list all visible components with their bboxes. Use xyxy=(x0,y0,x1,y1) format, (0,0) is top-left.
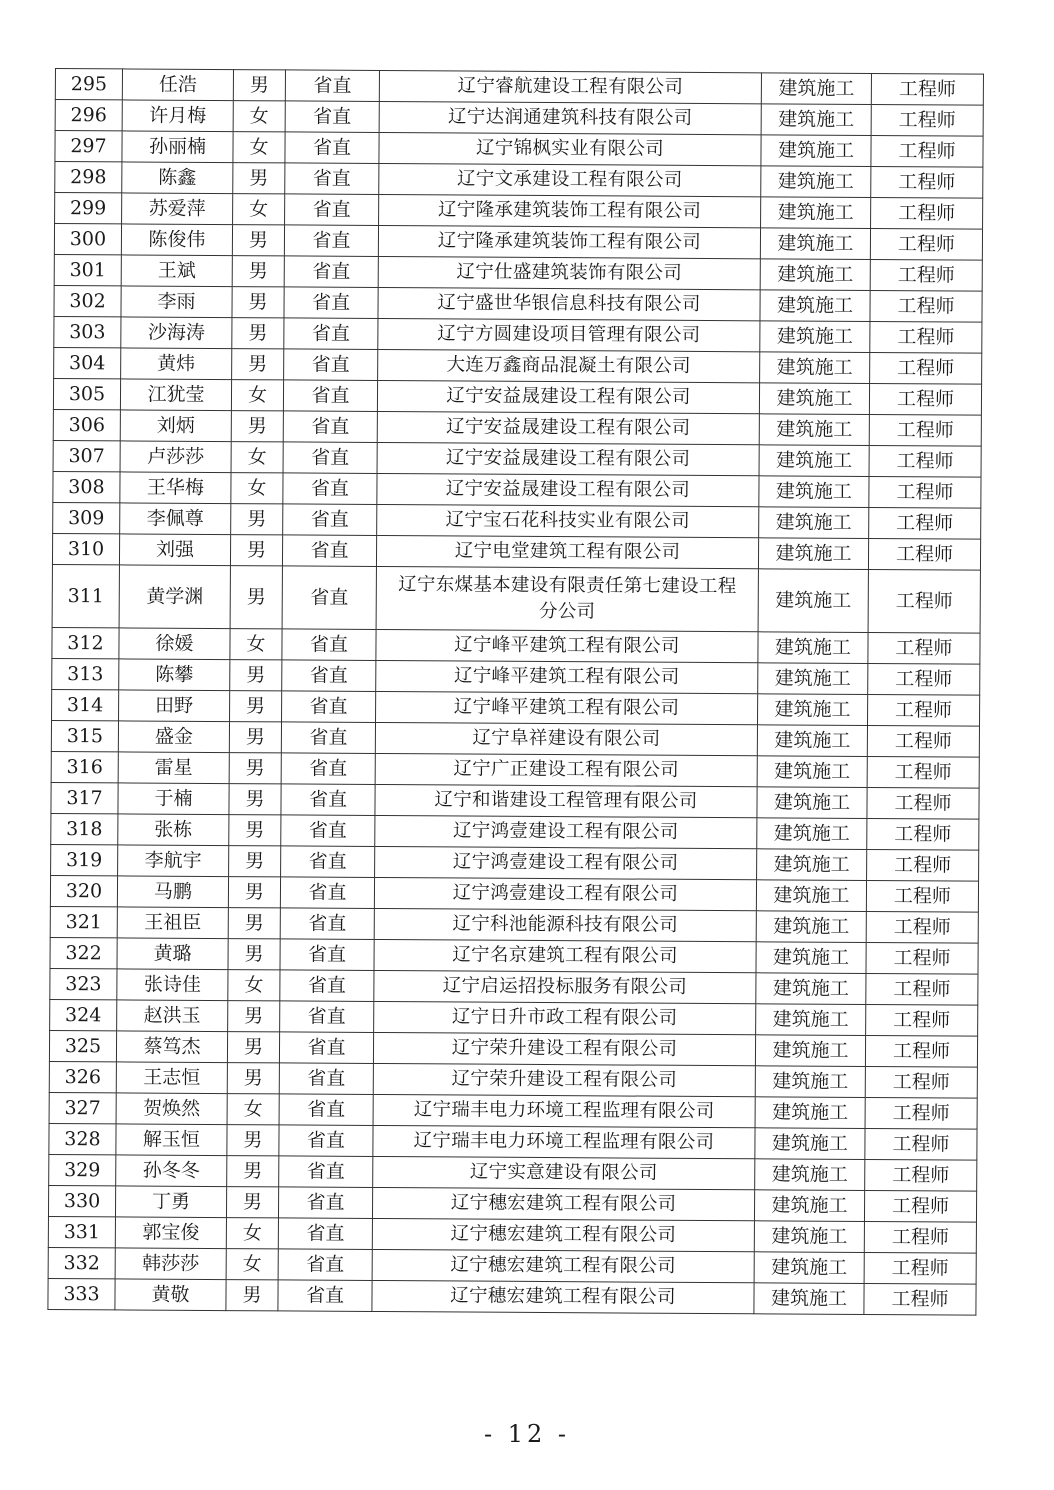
company-cell: 辽宁宝石花科技实业有限公司 xyxy=(377,504,759,537)
job-title-cell: 工程师 xyxy=(865,1035,977,1067)
row-number-cell: 329 xyxy=(49,1154,116,1185)
row-number-cell: 308 xyxy=(53,471,120,502)
region-cell: 省直 xyxy=(283,380,377,412)
region-cell: 省直 xyxy=(279,1125,373,1157)
company-cell: 辽宁安益晟建设工程有限公司 xyxy=(377,380,759,413)
gender-cell: 男 xyxy=(233,70,285,101)
job-title-cell: 工程师 xyxy=(868,663,980,695)
specialty-cell: 建筑施工 xyxy=(761,166,871,198)
gender-cell: 男 xyxy=(229,846,281,877)
gender-cell: 女 xyxy=(226,1249,278,1280)
specialty-cell: 建筑施工 xyxy=(758,538,868,570)
specialty-cell: 建筑施工 xyxy=(755,1035,865,1067)
person-name-cell: 赵洪玉 xyxy=(117,1000,228,1032)
job-title-cell: 工程师 xyxy=(870,352,982,384)
region-cell: 省直 xyxy=(282,629,376,661)
company-cell: 辽宁鸿壹建设工程有限公司 xyxy=(375,846,757,879)
company-cell: 辽宁名京建筑工程有限公司 xyxy=(374,939,756,972)
person-name-cell: 于楠 xyxy=(118,783,229,815)
gender-cell: 男 xyxy=(232,318,284,349)
row-number-cell: 299 xyxy=(55,193,122,224)
job-title-cell: 工程师 xyxy=(865,1066,977,1098)
person-name-cell: 沙海涛 xyxy=(121,317,232,349)
person-name-cell: 韩莎莎 xyxy=(115,1248,226,1280)
row-number-cell: 307 xyxy=(53,440,120,471)
company-cell: 辽宁和谐建设工程管理有限公司 xyxy=(375,784,757,817)
region-cell: 省直 xyxy=(278,1249,372,1281)
region-cell: 省直 xyxy=(285,163,379,195)
row-number-cell: 310 xyxy=(52,533,119,564)
job-title-cell: 工程师 xyxy=(867,787,979,819)
person-name-cell: 陈鑫 xyxy=(122,162,233,194)
gender-cell: 男 xyxy=(230,691,282,722)
job-title-cell: 工程师 xyxy=(865,1097,977,1129)
region-cell: 省直 xyxy=(281,815,375,847)
specialty-cell: 建筑施工 xyxy=(757,818,867,850)
gender-cell: 女 xyxy=(226,1218,278,1249)
job-title-cell: 工程师 xyxy=(864,1190,976,1222)
person-name-cell: 王志恒 xyxy=(116,1062,227,1094)
job-title-cell: 工程师 xyxy=(869,383,981,415)
specialty-cell: 建筑施工 xyxy=(757,849,867,881)
company-cell: 辽宁峰平建筑工程有限公司 xyxy=(376,629,758,662)
row-number-cell: 322 xyxy=(50,937,117,968)
job-title-cell: 工程师 xyxy=(871,197,983,229)
gender-cell: 男 xyxy=(233,163,285,194)
company-cell: 辽宁穗宏建筑工程有限公司 xyxy=(372,1187,754,1220)
specialty-cell: 建筑施工 xyxy=(755,1097,865,1129)
job-title-cell: 工程师 xyxy=(866,1004,978,1036)
region-cell: 省直 xyxy=(284,287,378,319)
job-title-cell: 工程师 xyxy=(867,725,979,757)
specialty-cell: 建筑施工 xyxy=(755,1159,865,1191)
specialty-cell: 建筑施工 xyxy=(758,663,868,695)
row-number-cell: 297 xyxy=(55,131,122,162)
person-name-cell: 苏爱萍 xyxy=(122,193,233,225)
person-name-cell: 刘强 xyxy=(119,534,230,566)
job-title-cell: 工程师 xyxy=(867,818,979,850)
row-number-cell: 305 xyxy=(53,378,120,409)
row-number-cell: 309 xyxy=(53,502,120,533)
person-name-cell: 王斌 xyxy=(121,255,232,287)
row-number-cell: 311 xyxy=(52,564,119,627)
company-cell: 辽宁峰平建筑工程有限公司 xyxy=(376,660,758,693)
person-name-cell: 雷星 xyxy=(118,752,229,784)
company-cell: 大连万鑫商品混凝土有限公司 xyxy=(378,349,760,382)
company-cell: 辽宁隆承建筑装饰工程有限公司 xyxy=(379,194,761,227)
company-cell: 辽宁安益晟建设工程有限公司 xyxy=(377,473,759,506)
gender-cell: 男 xyxy=(228,939,280,970)
job-title-cell: 工程师 xyxy=(870,228,982,260)
gender-cell: 男 xyxy=(226,1187,278,1218)
region-cell: 省直 xyxy=(278,1218,372,1250)
company-cell: 辽宁仕盛建筑装饰有限公司 xyxy=(378,256,760,289)
page-number: - 12 - xyxy=(483,1420,570,1448)
gender-cell: 男 xyxy=(232,225,284,256)
gender-cell: 男 xyxy=(227,1032,279,1063)
gender-cell: 男 xyxy=(227,1063,279,1094)
person-name-cell: 贺焕然 xyxy=(116,1093,227,1125)
company-cell: 辽宁瑞丰电力环境工程监理有限公司 xyxy=(373,1094,755,1127)
job-title-cell: 工程师 xyxy=(871,104,983,136)
company-cell: 辽宁阜祥建设有限公司 xyxy=(375,722,757,755)
region-cell: 省直 xyxy=(282,660,376,692)
region-cell: 省直 xyxy=(281,846,375,878)
region-cell: 省直 xyxy=(279,1094,373,1126)
company-cell: 辽宁睿航建设工程有限公司 xyxy=(379,70,761,103)
specialty-cell: 建筑施工 xyxy=(755,1128,865,1160)
row-number-cell: 298 xyxy=(55,162,122,193)
person-name-cell: 陈俊伟 xyxy=(121,224,232,256)
person-name-cell: 马鹏 xyxy=(117,876,228,908)
job-title-cell: 工程师 xyxy=(871,73,983,105)
person-name-cell: 陈攀 xyxy=(119,659,230,691)
row-number-cell: 333 xyxy=(48,1278,115,1309)
job-title-cell: 工程师 xyxy=(864,1283,976,1315)
region-cell: 省直 xyxy=(278,1280,372,1312)
gender-cell: 男 xyxy=(227,1125,279,1156)
region-cell: 省直 xyxy=(280,877,374,909)
person-name-cell: 盛金 xyxy=(118,721,229,753)
job-title-cell: 工程师 xyxy=(867,694,979,726)
gender-cell: 男 xyxy=(230,535,282,566)
specialty-cell: 建筑施工 xyxy=(761,197,871,229)
gender-cell: 女 xyxy=(231,380,283,411)
region-cell: 省直 xyxy=(280,970,374,1002)
region-cell: 省直 xyxy=(280,908,374,940)
row-number-cell: 321 xyxy=(50,906,117,937)
region-cell: 省直 xyxy=(285,101,379,133)
region-cell: 省直 xyxy=(283,473,377,505)
company-cell: 辽宁穗宏建筑工程有限公司 xyxy=(372,1218,754,1251)
region-cell: 省直 xyxy=(280,1001,374,1033)
row-number-cell: 300 xyxy=(54,224,121,255)
row-number-cell: 320 xyxy=(50,875,117,906)
region-cell: 省直 xyxy=(282,691,376,723)
company-cell: 辽宁安益晟建设工程有限公司 xyxy=(377,411,759,444)
row-number-cell: 317 xyxy=(51,782,118,813)
specialty-cell: 建筑施工 xyxy=(758,694,868,726)
specialty-cell: 建筑施工 xyxy=(758,632,868,664)
specialty-cell: 建筑施工 xyxy=(757,756,867,788)
job-title-cell: 工程师 xyxy=(868,569,980,633)
job-title-cell: 工程师 xyxy=(871,166,983,198)
specialty-cell: 建筑施工 xyxy=(759,383,869,415)
row-number-cell: 304 xyxy=(54,347,121,378)
company-cell: 辽宁电堂建筑工程有限公司 xyxy=(376,535,758,568)
person-name-cell: 黄学渊 xyxy=(119,565,230,629)
company-cell: 辽宁穗宏建筑工程有限公司 xyxy=(372,1280,754,1313)
job-title-cell: 工程师 xyxy=(865,1128,977,1160)
region-cell: 省直 xyxy=(284,349,378,381)
region-cell: 省直 xyxy=(283,411,377,443)
person-name-cell: 黄敬 xyxy=(115,1279,226,1311)
person-name-cell: 刘炳 xyxy=(120,410,231,442)
company-cell: 辽宁方圆建设项目管理有限公司 xyxy=(378,318,760,351)
job-title-cell: 工程师 xyxy=(864,1252,976,1284)
job-title-cell: 工程师 xyxy=(867,756,979,788)
person-name-cell: 任浩 xyxy=(122,69,233,101)
company-cell: 辽宁科池能源科技有限公司 xyxy=(374,908,756,941)
job-title-cell: 工程师 xyxy=(867,849,979,881)
job-title-cell: 工程师 xyxy=(869,507,981,539)
specialty-cell: 建筑施工 xyxy=(759,445,869,477)
gender-cell: 男 xyxy=(231,504,283,535)
specialty-cell: 建筑施工 xyxy=(754,1221,864,1253)
specialty-cell: 建筑施工 xyxy=(757,787,867,819)
company-cell: 辽宁鸿壹建设工程有限公司 xyxy=(375,815,757,848)
region-cell: 省直 xyxy=(283,442,377,474)
person-name-cell: 李航宇 xyxy=(118,845,229,877)
region-cell: 省直 xyxy=(281,753,375,785)
job-title-cell: 工程师 xyxy=(866,942,978,974)
gender-cell: 女 xyxy=(233,101,285,132)
row-number-cell: 326 xyxy=(49,1061,116,1092)
region-cell: 省直 xyxy=(281,722,375,754)
specialty-cell: 建筑施工 xyxy=(761,104,871,136)
job-title-cell: 工程师 xyxy=(870,321,982,353)
row-number-cell: 325 xyxy=(49,1030,116,1061)
row-number-cell: 301 xyxy=(54,254,121,285)
company-cell: 辽宁广正建设工程有限公司 xyxy=(375,753,757,786)
region-cell: 省直 xyxy=(280,939,374,971)
person-name-cell: 徐媛 xyxy=(119,628,230,660)
specialty-cell: 建筑施工 xyxy=(756,1004,866,1036)
row-number-cell: 332 xyxy=(48,1247,115,1278)
specialty-cell: 建筑施工 xyxy=(754,1252,864,1284)
person-name-cell: 王祖臣 xyxy=(117,907,228,939)
row-number-cell: 324 xyxy=(50,999,117,1030)
row-number-cell: 327 xyxy=(49,1092,116,1123)
company-cell: 辽宁盛世华银信息科技有限公司 xyxy=(378,287,760,320)
gender-cell: 男 xyxy=(229,722,281,753)
region-cell: 省直 xyxy=(284,256,378,288)
specialty-cell: 建筑施工 xyxy=(760,290,870,322)
region-cell: 省直 xyxy=(283,504,377,536)
row-number-cell: 330 xyxy=(48,1185,115,1216)
row-number-cell: 312 xyxy=(52,627,119,658)
company-cell: 辽宁穗宏建筑工程有限公司 xyxy=(372,1249,754,1282)
row-number-cell: 328 xyxy=(49,1123,116,1154)
gender-cell: 女 xyxy=(233,132,285,163)
specialty-cell: 建筑施工 xyxy=(754,1283,864,1315)
person-name-cell: 李雨 xyxy=(121,286,232,318)
gender-cell: 女 xyxy=(228,970,280,1001)
company-cell: 辽宁达润通建筑科技有限公司 xyxy=(379,101,761,134)
gender-cell: 男 xyxy=(232,256,284,287)
region-cell: 省直 xyxy=(279,1063,373,1095)
roster-table xyxy=(47,68,984,1316)
person-name-cell: 解玉恒 xyxy=(116,1124,227,1156)
company-cell: 辽宁东煤基本建设有限责任第七建设工程分公司 xyxy=(376,566,758,631)
row-number-cell: 303 xyxy=(54,316,121,347)
person-name-cell: 王华梅 xyxy=(120,472,231,504)
person-name-cell: 孙丽楠 xyxy=(122,131,233,163)
specialty-cell: 建筑施工 xyxy=(754,1190,864,1222)
gender-cell: 女 xyxy=(230,629,282,660)
person-name-cell: 黄璐 xyxy=(117,938,228,970)
row-number-cell: 318 xyxy=(51,813,118,844)
row-number-cell: 323 xyxy=(50,968,117,999)
specialty-cell: 建筑施工 xyxy=(756,880,866,912)
job-title-cell: 工程师 xyxy=(868,632,980,664)
gender-cell: 男 xyxy=(232,287,284,318)
region-cell: 省直 xyxy=(281,784,375,816)
gender-cell: 女 xyxy=(231,442,283,473)
region-cell: 省直 xyxy=(279,1156,373,1188)
row-number-cell: 296 xyxy=(55,100,122,131)
job-title-cell: 工程师 xyxy=(865,1159,977,1191)
region-cell: 省直 xyxy=(279,1032,373,1064)
row-number-cell: 331 xyxy=(48,1216,115,1247)
job-title-cell: 工程师 xyxy=(866,880,978,912)
specialty-cell: 建筑施工 xyxy=(759,476,869,508)
specialty-cell: 建筑施工 xyxy=(756,942,866,974)
company-cell: 辽宁实意建设有限公司 xyxy=(373,1156,755,1189)
company-cell: 辽宁安益晟建设工程有限公司 xyxy=(377,442,759,475)
specialty-cell: 建筑施工 xyxy=(760,352,870,384)
specialty-cell: 建筑施工 xyxy=(756,973,866,1005)
gender-cell: 女 xyxy=(227,1094,279,1125)
person-name-cell: 李佩尊 xyxy=(120,503,231,535)
person-name-cell: 江犹莹 xyxy=(120,379,231,411)
specialty-cell: 建筑施工 xyxy=(760,259,870,291)
company-cell: 辽宁隆承建筑装饰工程有限公司 xyxy=(378,225,760,258)
region-cell: 省直 xyxy=(285,132,379,164)
job-title-cell: 工程师 xyxy=(869,414,981,446)
company-cell: 辽宁文承建设工程有限公司 xyxy=(379,163,761,196)
job-title-cell: 工程师 xyxy=(870,259,982,291)
region-cell: 省直 xyxy=(282,535,376,567)
specialty-cell: 建筑施工 xyxy=(760,228,870,260)
row-number-cell: 302 xyxy=(54,285,121,316)
person-name-cell: 许月梅 xyxy=(122,100,233,132)
company-cell: 辽宁瑞丰电力环境工程监理有限公司 xyxy=(373,1125,755,1158)
gender-cell: 男 xyxy=(229,753,281,784)
company-cell: 辽宁峰平建筑工程有限公司 xyxy=(376,691,758,724)
specialty-cell: 建筑施工 xyxy=(759,414,869,446)
specialty-cell: 建筑施工 xyxy=(761,73,871,105)
person-name-cell: 孙冬冬 xyxy=(116,1155,227,1187)
gender-cell: 男 xyxy=(227,1156,279,1187)
person-name-cell: 黄炜 xyxy=(121,348,232,380)
specialty-cell: 建筑施工 xyxy=(761,135,871,167)
gender-cell: 女 xyxy=(233,194,285,225)
gender-cell: 男 xyxy=(228,1001,280,1032)
job-title-cell: 工程师 xyxy=(870,290,982,322)
person-name-cell: 田野 xyxy=(119,690,230,722)
person-name-cell: 丁勇 xyxy=(115,1186,226,1218)
gender-cell: 男 xyxy=(229,815,281,846)
job-title-cell: 工程师 xyxy=(866,973,978,1005)
row-number-cell: 314 xyxy=(52,689,119,720)
region-cell: 省直 xyxy=(278,1187,372,1219)
gender-cell: 男 xyxy=(230,660,282,691)
region-cell: 省直 xyxy=(285,70,379,102)
gender-cell: 男 xyxy=(230,566,282,629)
table-row xyxy=(52,564,980,633)
region-cell: 省直 xyxy=(284,318,378,350)
region-cell: 省直 xyxy=(282,566,376,630)
gender-cell: 男 xyxy=(231,411,283,442)
gender-cell: 男 xyxy=(228,908,280,939)
person-name-cell: 卢莎莎 xyxy=(120,441,231,473)
job-title-cell: 工程师 xyxy=(871,135,983,167)
row-number-cell: 295 xyxy=(55,69,122,100)
region-cell: 省直 xyxy=(284,225,378,257)
company-cell: 辽宁锦枫实业有限公司 xyxy=(379,132,761,165)
specialty-cell: 建筑施工 xyxy=(759,507,869,539)
person-name-cell: 张诗佳 xyxy=(117,969,228,1001)
company-cell: 辽宁鸿壹建设工程有限公司 xyxy=(374,877,756,910)
person-name-cell: 蔡笃杰 xyxy=(116,1031,227,1063)
gender-cell: 男 xyxy=(232,349,284,380)
company-cell: 辽宁启运招投标服务有限公司 xyxy=(374,970,756,1003)
job-title-cell: 工程师 xyxy=(869,476,981,508)
specialty-cell: 建筑施工 xyxy=(757,725,867,757)
company-cell: 辽宁日升市政工程有限公司 xyxy=(374,1001,756,1034)
row-number-cell: 315 xyxy=(51,720,118,751)
roster-body xyxy=(48,69,984,1316)
job-title-cell: 工程师 xyxy=(866,911,978,943)
region-cell: 省直 xyxy=(285,194,379,226)
gender-cell: 男 xyxy=(228,877,280,908)
gender-cell: 女 xyxy=(231,473,283,504)
company-cell: 辽宁荣升建设工程有限公司 xyxy=(373,1063,755,1096)
gender-cell: 男 xyxy=(226,1280,278,1311)
row-number-cell: 306 xyxy=(53,409,120,440)
specialty-cell: 建筑施工 xyxy=(760,321,870,353)
company-cell: 辽宁荣升建设工程有限公司 xyxy=(373,1032,755,1065)
row-number-cell: 313 xyxy=(52,658,119,689)
table-row xyxy=(48,1278,976,1315)
row-number-cell: 319 xyxy=(51,844,118,875)
specialty-cell: 建筑施工 xyxy=(756,911,866,943)
job-title-cell: 工程师 xyxy=(864,1221,976,1253)
person-name-cell: 张栋 xyxy=(118,814,229,846)
person-name-cell: 郭宝俊 xyxy=(115,1217,226,1249)
job-title-cell: 工程师 xyxy=(869,445,981,477)
job-title-cell: 工程师 xyxy=(868,538,980,570)
specialty-cell: 建筑施工 xyxy=(758,569,868,633)
specialty-cell: 建筑施工 xyxy=(755,1066,865,1098)
row-number-cell: 316 xyxy=(51,751,118,782)
gender-cell: 男 xyxy=(229,784,281,815)
